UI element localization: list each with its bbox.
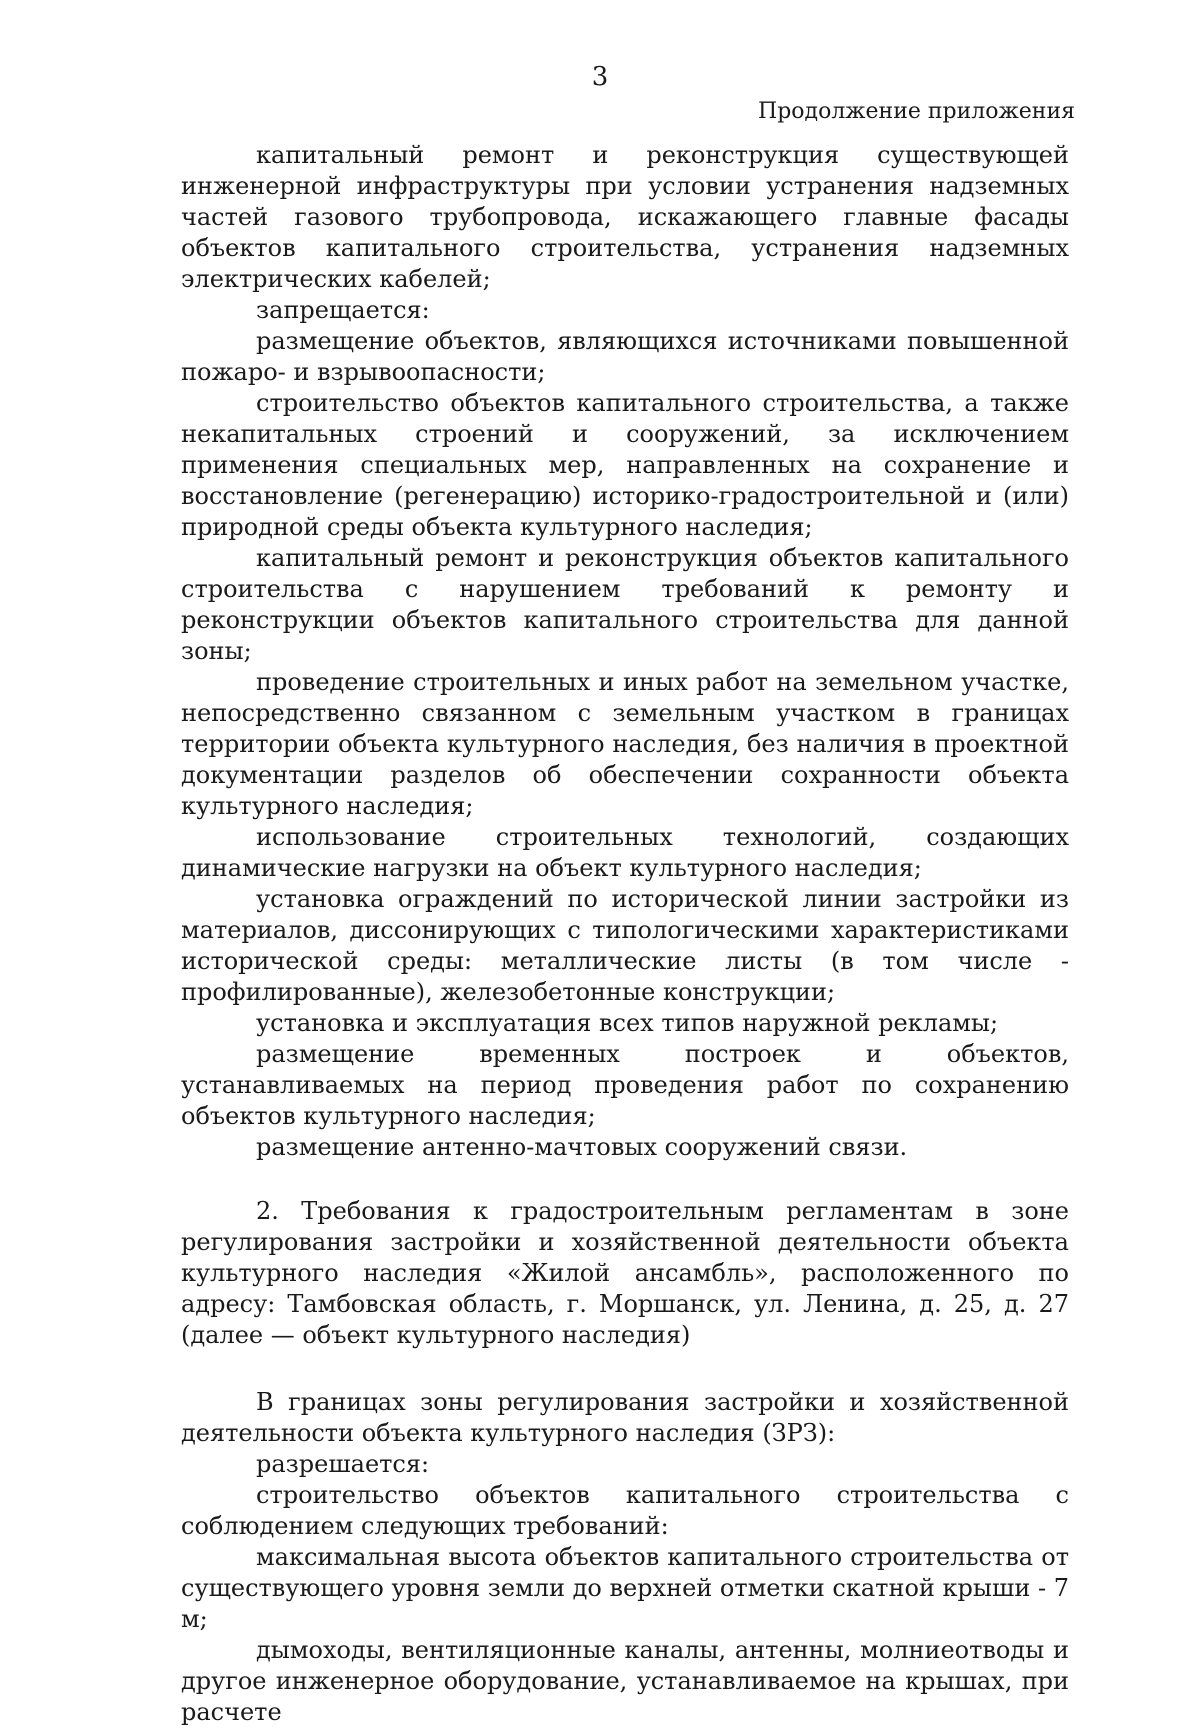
paragraph: установка и эксплуатация всех типов наружной рекламы; (256, 1009, 999, 1037)
paragraph: капитальный ремонт и реконструкция существующей инженерной инфраструктуры при условии устранения надземных частей газового трубопровода, искажающего главные фасады объектов капитального строительства, устранения надземных электрических кабелей; (181, 141, 1069, 293)
paragraph: размещение объектов, являющихся источниками повышенной пожаро- и взрывоопасности; (181, 327, 1069, 386)
continuation-label: Продолжение приложения (758, 99, 1075, 124)
paragraph: размещение антенно-мачтовых сооружений связи. (256, 1133, 908, 1161)
paragraph: запрещается: (256, 296, 430, 324)
paragraph: В границах зоны регулирования застройки и хозяйственной деятельности объекта культурного наследия (ЗРЗ): (181, 1388, 1069, 1447)
paragraph: установка ограждений по исторической линии застройки из материалов, диссонирующих с типологическими характеристиками исторической среды: металлические листы (в том числе - профилированные), железобетонные конструкции; (181, 885, 1069, 1006)
paragraph: разрешается: (256, 1450, 430, 1478)
paragraph: размещение временных построек и объектов, устанавливаемых на период проведения работ по сохранению объектов культурного наследия; (181, 1040, 1069, 1130)
paragraph: использование строительных технологий, создающих динамические нагрузки на объект культурного наследия; (181, 823, 1069, 882)
paragraph: максимальная высота объектов капитального строительства от существующего уровня земли до верхней отметки скатной крыши - 7 м; (181, 1543, 1069, 1633)
paragraph: капитальный ремонт и реконструкция объектов капитального строительства с нарушением требований к ремонту и реконструкции объектов капитального строительства для данной зоны; (181, 544, 1069, 665)
section-heading: 2. Требования к градостроительным регламентам в зоне регулирования застройки и хозяйственной деятельности объекта культурного наследия «Жилой ансамбль», расположенного по адресу: Тамбовская область, г. Моршанск, ул. Ленина, д. 25, д. 27 (далее — объект культурного наследия) (181, 1197, 1069, 1349)
page-number: 3 (591, 62, 609, 92)
paragraph: строительство объектов капитального строительства с соблюдением следующих требований: (181, 1481, 1069, 1540)
paragraph: проведение строительных и иных работ на земельном участке, непосредственно связанном с земельным участком в границах территории объекта культурного наследия, без наличия в проектной документации разделов об обеспечении сохранности объекта культурного наследия; (181, 668, 1069, 820)
document-body (181, 140, 1069, 1728)
paragraph: дымоходы, вентиляционные каналы, антенны, молниеотводы и другое инженерное оборудование, устанавливаемое на крышах, при расчете (181, 1636, 1069, 1726)
paragraph: строительство объектов капитального строительства, а также некапитальных строений и сооружений, за исключением применения специальных мер, направленных на сохранение и восстановление (регенерацию) историко-градостроительной и (или) природной среды объекта культурного наследия; (181, 389, 1069, 541)
